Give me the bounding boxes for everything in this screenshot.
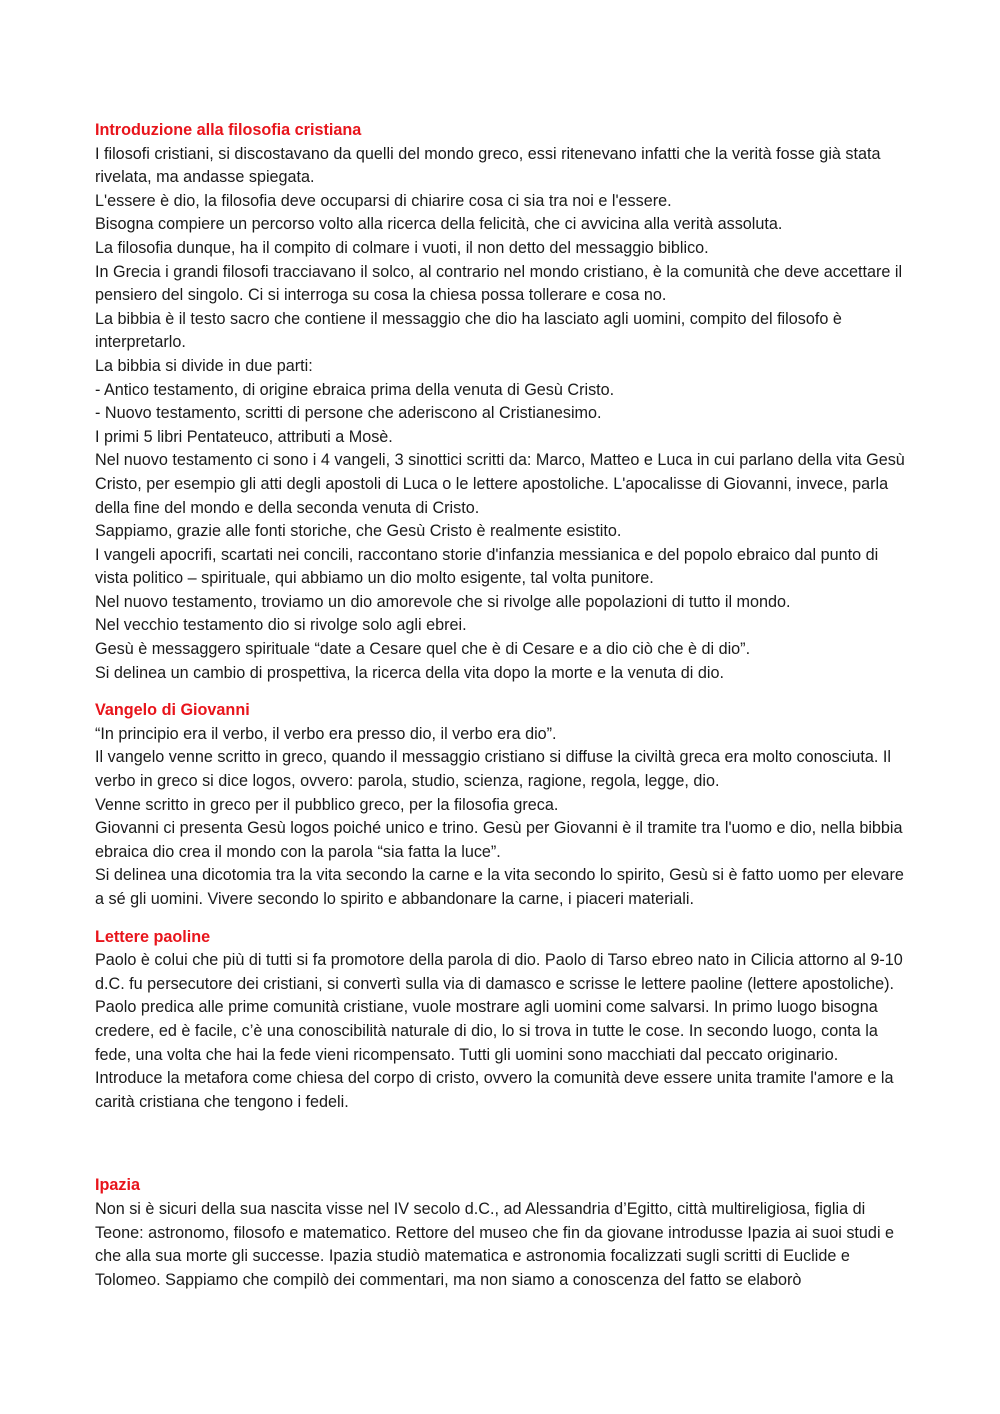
paragraph: Bisogna compiere un percorso volto alla ricerca della felicità, che ci avvicina alla verità assoluta. xyxy=(95,215,783,234)
paragraph: Sappiamo, grazie alle fonti storiche, che Gesù Cristo è realmente esistito. xyxy=(95,522,622,541)
paragraph: Nel nuovo testamento ci sono i 4 vangeli, 3 sinottici scritti da: Marco, Matteo e Luca in cui parlano della vita Gesù Cristo, per esempio gli atti degli apostoli di Luca o le lettere apostoliche. L'apocalisse di Giovanni, invece, parla della fine del mondo e della seconda venuta di Cristo. xyxy=(95,451,905,517)
paragraph: La filosofia dunque, ha il compito di colmare i vuoti, il non detto del messaggio biblico. xyxy=(95,238,709,257)
list-item: - Nuovo testamento, scritti di persone che aderiscono al Cristianesimo. xyxy=(95,404,602,423)
list-item: - Antico testamento, di origine ebraica prima della venuta di Gesù Cristo. xyxy=(95,380,615,399)
paragraph: Venne scritto in greco per il pubblico greco, per la filosofia greca. xyxy=(95,795,559,814)
paragraph: Il vangelo venne scritto in greco, quando il messaggio cristiano si diffuse la civiltà greca era molto conosciuta. Il verbo in greco si dice logos, ovvero: parola, studio, scienza, ragione, regola, legge, dio. xyxy=(95,748,892,791)
section-vangelo-giovanni xyxy=(95,699,910,911)
paragraph: L'essere è dio, la filosofia deve occuparsi di chiarire cosa ci sia tra noi e l'essere. xyxy=(95,191,672,210)
paragraph: I vangeli apocrifi, scartati nei concili, raccontano storie d'infanzia messianica e del popolo ebraico dal punto di vista politico – spirituale, qui abbiamo un dio molto esigente, tal volta punitore. xyxy=(95,545,879,588)
section-heading: Lettere paoline xyxy=(95,927,211,946)
document-page xyxy=(95,119,910,1292)
paragraph: I primi 5 libri Pentateuco, attributi a Mosè. xyxy=(95,427,393,446)
paragraph: La bibbia è il testo sacro che contiene il messaggio che dio ha lasciato agli uomini, compito del filosofo è interpretarlo. xyxy=(95,309,842,352)
section-ipazia xyxy=(95,1174,910,1292)
paragraph: In Grecia i grandi filosofi tracciavano il solco, al contrario nel mondo cristiano, è la comunità che deve accettare il pensiero del singolo. Ci si interroga su cosa la chiesa possa tollerare e cosa no. xyxy=(95,262,903,305)
paragraph: Gesù è messaggero spirituale “date a Cesare quel che è di Cesare e a dio ciò che è di dio”. xyxy=(95,640,751,659)
paragraph: “In principio era il verbo, il verbo era presso dio, il verbo era dio”. xyxy=(95,724,557,743)
paragraph: Non si è sicuri della sua nascita visse nel IV secolo d.C., ad Alessandria d’Egitto, città multireligiosa, figlia di Teone: astronomo, filosofo e matematico. Rettore del museo che fin da giovane introdusse Ipazia ai suoi studi e che alla sua morte gli successe. Ipazia studiò matematica e astronomia focalizzati sugli scritti di Euclide e Tolomeo. Sappiamo che compilò dei commentari, ma non siamo a conoscenza del fatto se elaborò xyxy=(95,1199,895,1289)
paragraph: La bibbia si divide in due parti: xyxy=(95,356,313,375)
paragraph: Si delinea una dicotomia tra la vita secondo la carne e la vita secondo lo spirito, Gesù si è fatto uomo per elevare a sé gli uomini. Vivere secondo lo spirito e abbandonare la carne, i piaceri materiali. xyxy=(95,866,904,908)
paragraph: Paolo predica alle prime comunità cristiane, vuole mostrare agli uomini come salvarsi. In primo luogo bisogna credere, ed è facile, c’è una conoscibilità naturale di dio, lo si trova in tutte le cose. In secondo luogo, conta la fede, una volta che hai la fede vieni ricompensato. Tutti gli uomini sono macchiati dal peccato originario. Introduce la metafora come chiesa del corpo di cristo, ovvero la comunità deve essere unita tramite l'amore e la carità cristiana che tengono i fedeli. xyxy=(95,998,894,1111)
section-lettere-paoline xyxy=(95,926,910,1115)
paragraph: Si delinea un cambio di prospettiva, la ricerca della vita dopo la morte e la venuta di dio. xyxy=(95,663,724,682)
section-heading: Vangelo di Giovanni xyxy=(95,701,250,720)
section-heading: Introduzione alla filosofia cristiana xyxy=(95,121,362,139)
section-introduzione xyxy=(95,119,910,685)
paragraph: Paolo è colui che più di tutti si fa promotore della parola di dio. Paolo di Tarso ebreo nato in Cilicia attorno al 9-10 d.C. fu persecutore dei cristiani, si convertì sulla via di damasco e scrisse le lettere paoline (lettere apostoliche). xyxy=(95,951,903,993)
paragraph: Giovanni ci presenta Gesù logos poiché unico e trino. Gesù per Giovanni è il tramite tra l'uomo e dio, nella bibbia ebraica dio crea il mondo con la parola “sia fatta la luce”. xyxy=(95,819,903,861)
section-heading: Ipazia xyxy=(95,1176,140,1195)
paragraph: Nel vecchio testamento dio si rivolge solo agli ebrei. xyxy=(95,616,467,635)
paragraph: I filosofi cristiani, si discostavano da quelli del mondo greco, essi ritenevano infatti che la verità fosse già stata rivelata, ma andasse spiegata. xyxy=(95,144,881,187)
paragraph: Nel nuovo testamento, troviamo un dio amorevole che si rivolge alle popolazioni di tutto il mondo. xyxy=(95,592,791,611)
